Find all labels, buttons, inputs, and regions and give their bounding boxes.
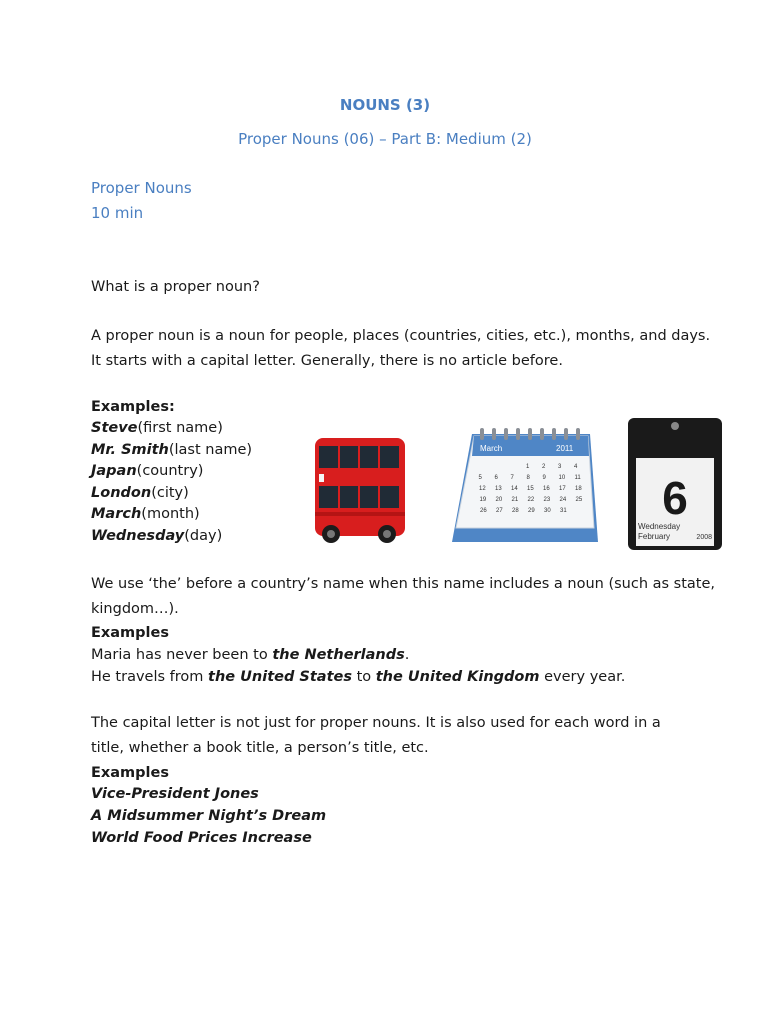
time-label: 10 min	[91, 204, 144, 222]
calendar-day: 5	[478, 475, 482, 481]
calendar-day: 6	[494, 475, 498, 481]
titles-rule-examples-heading: Examples	[91, 765, 169, 781]
titles-rule-line-2: title, whether a book title, a person’s title, etc.	[91, 740, 429, 756]
desk-calendar-image	[450, 422, 600, 550]
calendar-day: 24	[559, 497, 567, 503]
calendar-year: 2011	[556, 444, 574, 453]
the-rule-example-2: He travels from the United States to the United Kingdom every year.	[91, 669, 626, 685]
calendar-day: 3	[558, 464, 562, 470]
calendar-day: 23	[543, 497, 551, 503]
calendar-day: 11	[574, 475, 581, 481]
example-item: March(month)	[91, 506, 200, 522]
tear-off-calendar-image	[628, 418, 722, 550]
tearoff-weekday: Wednesday	[638, 522, 681, 531]
definition-line-2: It starts with a capital letter. Generally, there is no article before.	[91, 353, 563, 369]
calendar-day: 19	[479, 497, 487, 503]
definition-line-1: A proper noun is a noun for people, places (countries, cities, etc.), months, and days.	[91, 328, 711, 344]
calendar-day: 9	[542, 475, 546, 481]
calendar-day: 13	[495, 486, 502, 492]
page-subtitle: Proper Nouns (06) – Part B: Medium (2)	[238, 130, 532, 148]
calendar-day: 25	[575, 497, 583, 503]
tearoff-date: 6	[662, 472, 688, 524]
example-item: Japan(country)	[91, 463, 204, 479]
calendar-day: 30	[544, 508, 551, 514]
calendar-month: March	[480, 444, 503, 453]
tearoff-year: 2008	[696, 534, 712, 541]
example-item: Steve(first name)	[91, 420, 223, 436]
calendar-day: 10	[558, 475, 566, 481]
titles-rule-line-1: The capital letter is not just for proper nouns. It is also used for each word in a	[91, 715, 661, 731]
title-example-3: World Food Prices Increase	[91, 830, 312, 846]
calendar-day: 7	[510, 475, 514, 481]
calendar-day: 4	[574, 464, 578, 470]
calendar-day: 29	[528, 508, 535, 514]
the-rule-line-1: We use ‘the’ before a country’s name when this name includes a noun (such as state,	[91, 576, 716, 592]
calendar-day: 8	[526, 475, 530, 481]
title-example-2: A Midsummer Night’s Dream	[91, 808, 327, 824]
calendar-day: 31	[560, 508, 567, 514]
calendar-day: 26	[480, 508, 487, 514]
the-rule-line-2: kingdom…).	[91, 601, 179, 617]
example-item: Wednesday(day)	[91, 527, 223, 544]
the-rule-examples-heading: Examples	[91, 625, 169, 641]
calendar-day: 1	[526, 464, 530, 470]
calendar-day: 12	[479, 486, 486, 492]
double-decker-bus-image	[307, 430, 412, 545]
calendar-day: 20	[495, 497, 503, 503]
the-rule-example-1: Maria has never been to the Netherlands.	[91, 647, 410, 663]
calendar-day: 21	[511, 497, 519, 503]
calendar-day: 22	[527, 497, 535, 503]
calendar-day: 28	[512, 508, 519, 514]
calendar-day: 14	[511, 486, 518, 492]
calendar-day: 18	[575, 486, 582, 492]
question-text: What is a proper noun?	[91, 279, 260, 295]
example-item: Mr. Smith(last name)	[91, 441, 253, 458]
tearoff-month: February	[638, 532, 671, 541]
title-example-1: Vice-President Jones	[91, 786, 259, 802]
calendar-day: 16	[543, 486, 550, 492]
examples-heading: Examples:	[91, 399, 175, 415]
calendar-day: 15	[527, 486, 534, 492]
page-title: NOUNS (3)	[339, 96, 431, 114]
calendar-day: 17	[559, 486, 566, 492]
topic-label: Proper Nouns	[91, 179, 192, 197]
example-item: London(city)	[91, 484, 189, 501]
calendar-day: 27	[496, 508, 503, 514]
calendar-day: 2	[542, 464, 546, 470]
